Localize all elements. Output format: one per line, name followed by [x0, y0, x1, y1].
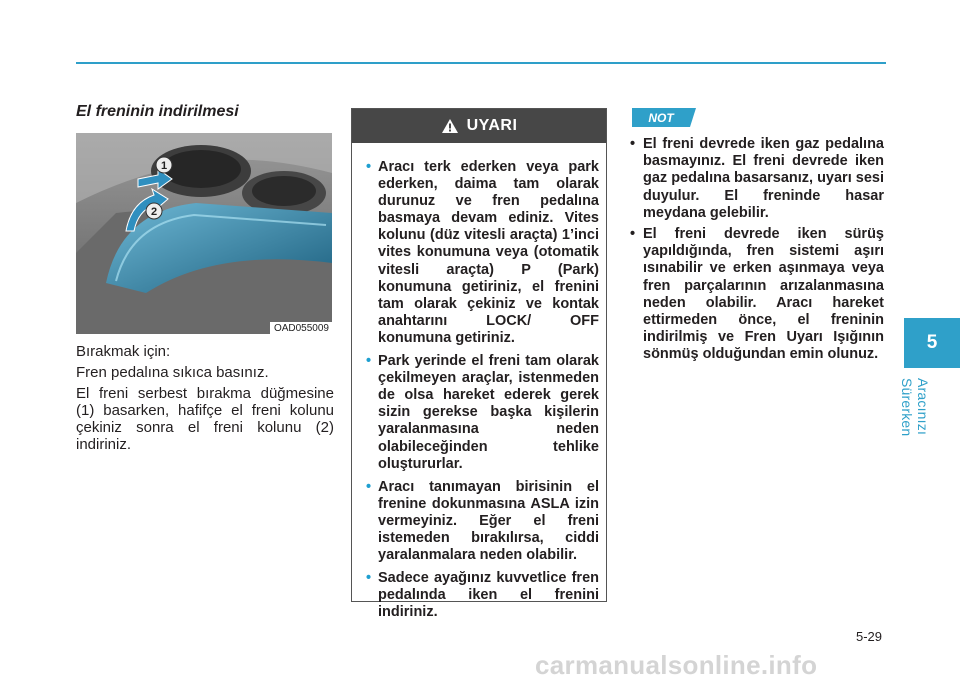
- page-number: 5-29: [856, 629, 883, 644]
- warning-list: [352, 143, 606, 621]
- note-badge: [632, 108, 696, 127]
- top-rule: [76, 62, 886, 64]
- warning-item: • Aracı tanımayan birisinin el frenine dokunmasına ASLA izin vermeyiniz. Eğer el freni istemeden bırakılırsa, ciddi yaralanmalara neden olabilir.: [366, 478, 599, 564]
- warning-triangle-icon: [441, 118, 459, 134]
- bullet-icon: •: [366, 159, 372, 175]
- warning-title: UYARI: [466, 117, 518, 134]
- handbrake-illustration: [76, 133, 332, 334]
- bullet-icon: •: [366, 570, 372, 587]
- bullet-icon: •: [630, 226, 636, 243]
- handbrake-photo: [76, 133, 332, 334]
- callout-1: 1: [160, 160, 168, 172]
- note-label: NOT: [648, 110, 674, 125]
- watermark: carmanualsonline.info: [535, 650, 818, 680]
- note-item: • El freni devrede iken gaz pedalına basmayınız. El freni devrede iken gaz pedalına basarsanız, uyarı sesi duyulur. El freninde hasar meydana gelebilir.: [630, 136, 884, 221]
- warning-item: • Park yerinde el freni tam olarak çekilmeyen araçlar, istenmeden de olsa hareket ederek gerek sizin gerekse başka kişilerin yaralanmasına neden olabileceğinden tehlike oluştururlar.: [366, 353, 599, 472]
- paragraph: El freni serbest bırakma düğmesine (1) basarken, hafifçe el freni kolunu çekiniz sonra el freni kolunu (2) indiriniz.: [76, 385, 334, 453]
- callout-2: 2: [150, 206, 158, 218]
- bullet-icon: •: [366, 353, 372, 370]
- chapter-title: Aracınızı Sürerken: [899, 378, 931, 437]
- bullet-icon: •: [366, 478, 372, 495]
- note-list: [628, 136, 884, 368]
- bullet-icon: •: [630, 136, 636, 152]
- paragraph: Fren pedalına sıkıca basınız.: [76, 364, 269, 381]
- warning-item: • Sadece ayağınız kuvvetlice fren pedalında iken el frenini indiriniz.: [366, 570, 599, 621]
- image-code: OAD055009: [270, 322, 332, 334]
- note-item: • El freni devrede iken sürüş yapıldığında, fren sistemi aşırı ısınabilir ve erken aşınmaya veya fren parçalarının arızalanmasına neden olabilir. Aracı hareket ettirmeden önce, el freninin indirilmiş ve Fren Uyarı Işığının sönmüş olduğundan emin olunuz.: [630, 226, 884, 363]
- chapter-tab: 5: [904, 318, 960, 368]
- warning-item: • Aracı terk ederken veya park ederken, daima tam olarak durunuz ve fren pedalına basmaya devam ediniz. Vites kolunu (düz vitesli araçta) 1’inci vites konumuna veya (otomatik vitesli araçta) P (Park) konumuna getiriniz, el frenini tam olarak çekiniz ve kontak anahtarını LOCK/ OFF konumuna getiriniz.: [366, 159, 599, 346]
- section-title: El freninin indirilmesi: [76, 103, 239, 120]
- warning-header: [352, 109, 606, 143]
- paragraph: Bırakmak için:: [76, 343, 171, 360]
- warning-box: [351, 108, 607, 621]
